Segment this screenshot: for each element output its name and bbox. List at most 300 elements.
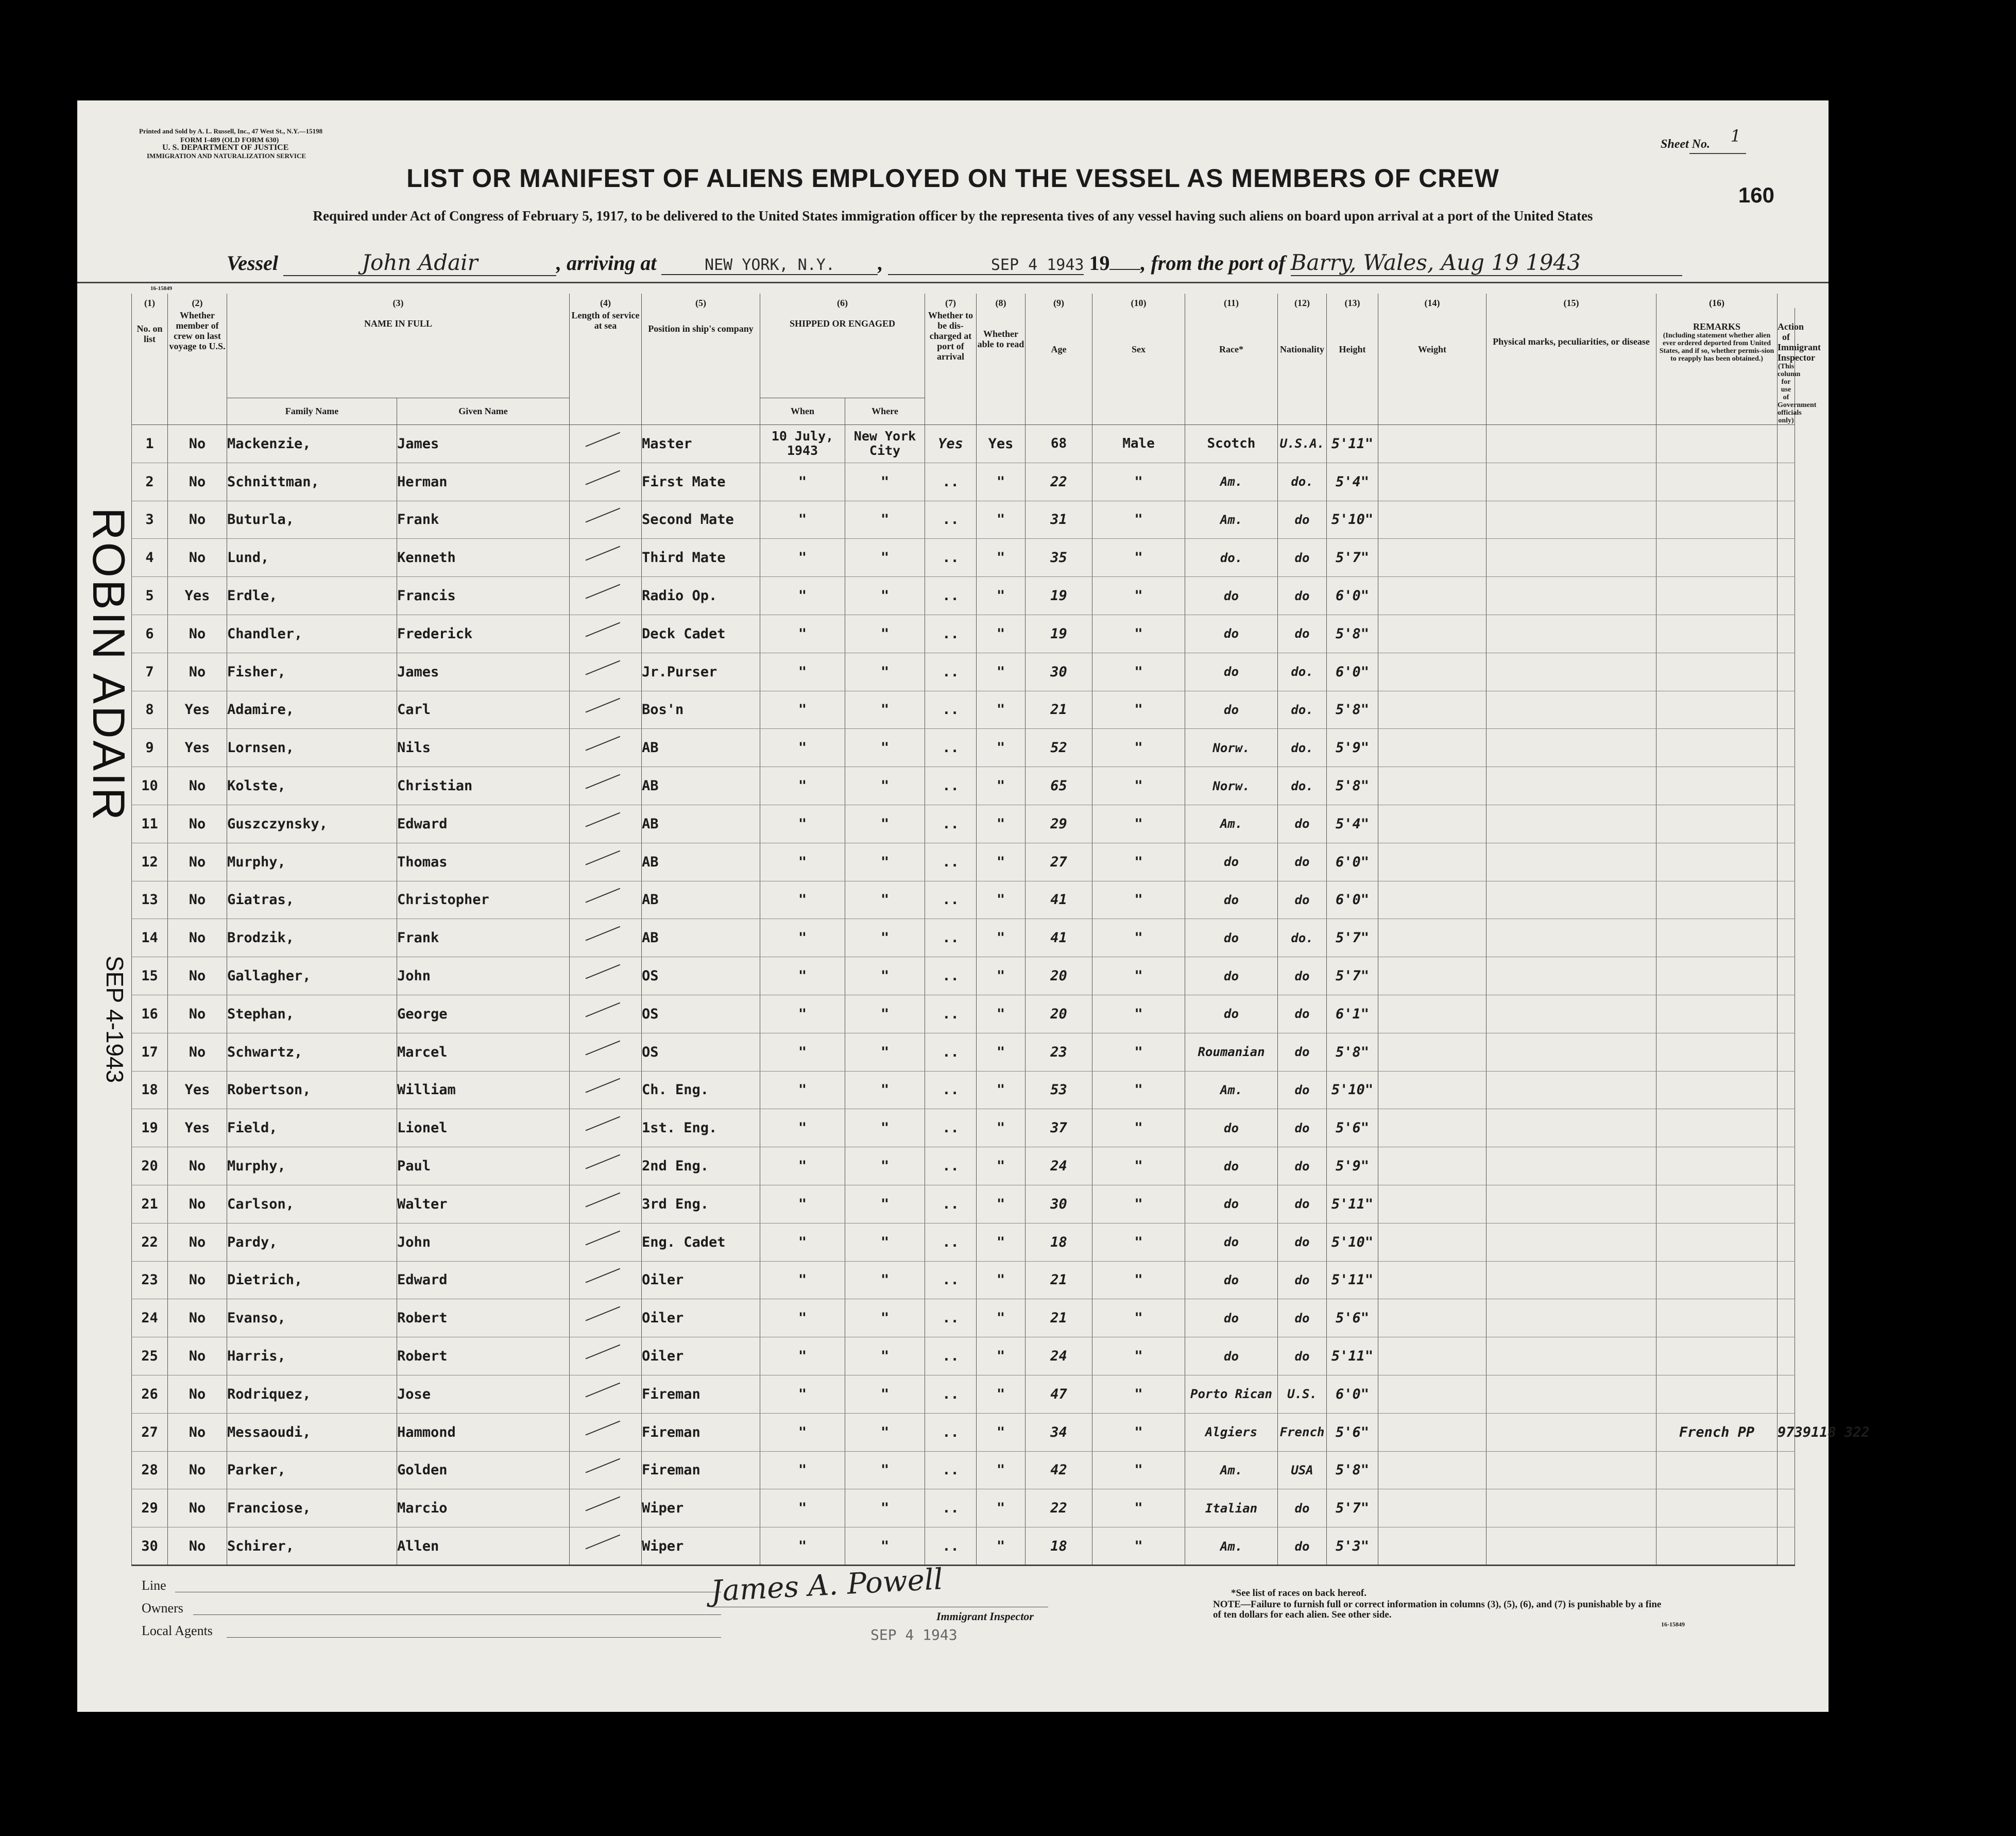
race-value: do <box>1185 1223 1278 1261</box>
shipped-where: " <box>845 463 925 501</box>
able-to-read-value: " <box>977 691 1026 729</box>
table-row <box>132 539 1795 577</box>
physical-marks-value <box>1487 1071 1656 1109</box>
family-name: Pardy, <box>227 1223 397 1261</box>
age-value: 31 <box>1026 501 1092 539</box>
nationality-value: do <box>1278 1299 1327 1337</box>
physical-marks-value <box>1487 463 1656 501</box>
weight-value <box>1378 767 1487 805</box>
able-to-read-value: " <box>977 1299 1026 1337</box>
race-value: Porto Rican <box>1185 1375 1278 1413</box>
tick-mark-icon <box>585 622 626 652</box>
remarks-value <box>1656 881 1778 919</box>
weight-value <box>1378 1071 1487 1109</box>
family-name: Carlson, <box>227 1185 397 1223</box>
height-value: 5'10" <box>1327 1223 1378 1261</box>
table-row <box>132 1527 1795 1566</box>
race-value: do <box>1185 691 1278 729</box>
vessel-row: Vessel John Adair , arriving at NEW YORK, N.Y. , SEP 4 1943 19 , from the port of Barry, Wales, Aug 19 1943 <box>227 250 1682 276</box>
remarks-value <box>1656 463 1778 501</box>
discharged-value: .. <box>925 691 977 729</box>
nationality-value: do. <box>1278 729 1327 767</box>
crew-member-value: No <box>168 881 227 919</box>
height-value: 5'8" <box>1327 1033 1378 1071</box>
col-num-1: (1) <box>132 294 168 308</box>
shipped-when: " <box>760 539 845 577</box>
weight-value <box>1378 729 1487 767</box>
remarks-value <box>1656 1337 1778 1375</box>
length-of-service-mark <box>570 1489 642 1527</box>
action-value <box>1778 1299 1795 1337</box>
position-value: Third Mate <box>642 539 760 577</box>
physical-marks-value <box>1487 1033 1656 1071</box>
shipped-when: " <box>760 1261 845 1299</box>
shipped-when: " <box>760 1413 845 1451</box>
length-of-service-mark <box>570 539 642 577</box>
sex-value: " <box>1092 463 1185 501</box>
action-value <box>1778 919 1795 957</box>
remarks-value <box>1656 1185 1778 1223</box>
weight-value <box>1378 615 1487 653</box>
remarks-value <box>1656 425 1778 463</box>
length-of-service-mark <box>570 767 642 805</box>
col-header-when: When <box>760 398 845 424</box>
given-name: James <box>397 425 570 463</box>
nationality-value: do. <box>1278 767 1327 805</box>
length-of-service-mark <box>570 501 642 539</box>
physical-marks-value <box>1487 995 1656 1033</box>
height-value: 5'8" <box>1327 767 1378 805</box>
weight-value <box>1378 1109 1487 1147</box>
height-value: 5'6" <box>1327 1109 1378 1147</box>
owners-label: Owners <box>142 1601 183 1616</box>
physical-marks-value <box>1487 767 1656 805</box>
race-value: Norw. <box>1185 729 1278 767</box>
weight-value <box>1378 1033 1487 1071</box>
given-name: John <box>397 1223 570 1261</box>
sex-value: " <box>1092 1223 1185 1261</box>
col-num-4: (4) <box>570 294 642 308</box>
sex-value: " <box>1092 1071 1185 1109</box>
tick-mark-icon <box>585 1382 626 1412</box>
sex-value: " <box>1092 1299 1185 1337</box>
tick-mark-icon <box>585 432 626 462</box>
from-port: Barry, Wales, Aug 19 1943 <box>1291 250 1682 276</box>
shipped-where: " <box>845 1299 925 1337</box>
shipped-when: " <box>760 1223 845 1261</box>
height-value: 5'3" <box>1327 1527 1378 1566</box>
col-header-family-name: Family Name <box>227 398 397 424</box>
given-name: Paul <box>397 1147 570 1185</box>
col-num-16: (16) <box>1656 294 1778 308</box>
able-to-read-value: " <box>977 1451 1026 1489</box>
shipped-where: " <box>845 1033 925 1071</box>
table-row <box>132 843 1795 881</box>
sex-value: " <box>1092 995 1185 1033</box>
able-to-read-value: " <box>977 1109 1026 1147</box>
given-name: Nils <box>397 729 570 767</box>
action-value <box>1778 729 1795 767</box>
row-number: 15 <box>132 957 168 995</box>
given-name: Christopher <box>397 881 570 919</box>
shipped-when: " <box>760 501 845 539</box>
shipped-where: " <box>845 1147 925 1185</box>
table-row <box>132 1071 1795 1109</box>
given-name: Hammond <box>397 1413 570 1451</box>
crew-member-value: No <box>168 653 227 691</box>
table-row <box>132 1261 1795 1299</box>
local-agents-field <box>227 1637 721 1638</box>
race-value: do <box>1185 653 1278 691</box>
col-header-shipped: SHIPPED OR ENGAGED <box>760 308 925 398</box>
table-row <box>132 463 1795 501</box>
crew-member-value: No <box>168 1223 227 1261</box>
family-name: Dietrich, <box>227 1261 397 1299</box>
able-to-read-value: " <box>977 501 1026 539</box>
sheet-number-line <box>1689 153 1746 154</box>
shipped-where: " <box>845 1337 925 1375</box>
col-header-remarks <box>1656 308 1778 425</box>
physical-marks-value <box>1487 1375 1656 1413</box>
table-row <box>132 1375 1795 1413</box>
length-of-service-mark <box>570 995 642 1033</box>
header-rule <box>77 282 1829 283</box>
sex-value: " <box>1092 577 1185 615</box>
age-value: 52 <box>1026 729 1092 767</box>
discharged-value: .. <box>925 1185 977 1223</box>
shipped-when: " <box>760 1147 845 1185</box>
weight-value <box>1378 501 1487 539</box>
remarks-note: (Including statement whether alien ever ordered deported from United States, and if so, whether permis-sion to reapply has been obtained.) <box>1659 332 1774 363</box>
race-value: Am. <box>1185 1071 1278 1109</box>
family-name: Lund, <box>227 539 397 577</box>
crew-member-value: No <box>168 1261 227 1299</box>
crew-manifest-table <box>131 294 1870 1566</box>
given-name: William <box>397 1071 570 1109</box>
height-value: 5'9" <box>1327 729 1378 767</box>
row-number: 10 <box>132 767 168 805</box>
remarks-value <box>1656 577 1778 615</box>
col-header-age: Age <box>1026 308 1092 425</box>
row-number: 4 <box>132 539 168 577</box>
race-value: do <box>1185 577 1278 615</box>
family-name: Lornsen, <box>227 729 397 767</box>
action-value <box>1778 1337 1795 1375</box>
weight-value <box>1378 1147 1487 1185</box>
able-to-read-value: " <box>977 1527 1026 1566</box>
length-of-service-mark <box>570 577 642 615</box>
discharged-value: .. <box>925 1147 977 1185</box>
sex-value: " <box>1092 1109 1185 1147</box>
physical-marks-value <box>1487 919 1656 957</box>
weight-value <box>1378 425 1487 463</box>
tick-mark-icon <box>585 698 626 727</box>
race-note: *See list of races on back hereof. <box>1231 1588 1366 1599</box>
row-number: 22 <box>132 1223 168 1261</box>
table-row <box>132 425 1795 463</box>
physical-marks-value <box>1487 805 1656 843</box>
row-number: 20 <box>132 1147 168 1185</box>
nationality-value: do <box>1278 1223 1327 1261</box>
crew-member-value: No <box>168 615 227 653</box>
physical-marks-value <box>1487 653 1656 691</box>
sex-value: " <box>1092 1337 1185 1375</box>
row-number: 9 <box>132 729 168 767</box>
sheet-label: Sheet No. <box>1661 138 1710 151</box>
shipped-when: " <box>760 691 845 729</box>
sex-value: " <box>1092 691 1185 729</box>
length-of-service-mark <box>570 1071 642 1109</box>
family-name: Schnittman, <box>227 463 397 501</box>
able-to-read-value: " <box>977 1071 1026 1109</box>
height-value: 6'0" <box>1327 881 1378 919</box>
tick-mark-icon <box>585 812 626 842</box>
nationality-value: do <box>1278 1033 1327 1071</box>
tick-mark-icon <box>585 1497 626 1526</box>
vessel-name: John Adair <box>283 250 556 276</box>
able-to-read-value: " <box>977 577 1026 615</box>
nationality-value: do <box>1278 1071 1327 1109</box>
nationality-value: do. <box>1278 463 1327 501</box>
action-value <box>1778 1451 1795 1489</box>
height-value: 5'8" <box>1327 1451 1378 1489</box>
able-to-read-value: " <box>977 881 1026 919</box>
row-number: 26 <box>132 1375 168 1413</box>
crew-member-value: No <box>168 1147 227 1185</box>
crew-member-value: No <box>168 1337 227 1375</box>
age-value: 20 <box>1026 957 1092 995</box>
height-value: 5'10" <box>1327 501 1378 539</box>
tick-mark-icon <box>585 1154 626 1184</box>
action-value <box>1778 653 1795 691</box>
shipped-where: " <box>845 767 925 805</box>
shipped-where: " <box>845 881 925 919</box>
nationality-value: do <box>1278 1147 1327 1185</box>
action-value <box>1778 1109 1795 1147</box>
weight-value <box>1378 1375 1487 1413</box>
shipped-when: " <box>760 577 845 615</box>
weight-value <box>1378 1489 1487 1527</box>
weight-value <box>1378 1527 1487 1566</box>
physical-marks-value <box>1487 425 1656 463</box>
discharged-value: .. <box>925 1261 977 1299</box>
row-number: 28 <box>132 1451 168 1489</box>
crew-member-value: No <box>168 1489 227 1527</box>
weight-value <box>1378 653 1487 691</box>
race-value: Am. <box>1185 463 1278 501</box>
weight-value <box>1378 957 1487 995</box>
length-of-service-mark <box>570 1261 642 1299</box>
discharged-value: .. <box>925 1337 977 1375</box>
shipped-when: " <box>760 1109 845 1147</box>
family-name: Harris, <box>227 1337 397 1375</box>
race-value: Scotch <box>1185 425 1278 463</box>
position-value: 1st. Eng. <box>642 1109 760 1147</box>
age-value: 19 <box>1026 615 1092 653</box>
weight-value <box>1378 995 1487 1033</box>
position-value: Oiler <box>642 1261 760 1299</box>
family-name: Brodzik, <box>227 919 397 957</box>
height-value: 5'4" <box>1327 463 1378 501</box>
vessel-label: Vessel <box>227 251 278 275</box>
age-value: 29 <box>1026 805 1092 843</box>
nationality-value: do <box>1278 615 1327 653</box>
action-value <box>1778 1375 1795 1413</box>
age-value: 41 <box>1026 881 1092 919</box>
discharged-value: .. <box>925 1451 977 1489</box>
physical-marks-value <box>1487 1147 1656 1185</box>
able-to-read-value: " <box>977 1337 1026 1375</box>
crew-member-value: Yes <box>168 577 227 615</box>
tick-mark-icon <box>585 1458 626 1488</box>
action-value <box>1778 1223 1795 1261</box>
age-value: 20 <box>1026 995 1092 1033</box>
able-to-read-value: " <box>977 463 1026 501</box>
action-value <box>1778 1147 1795 1185</box>
position-value: AB <box>642 881 760 919</box>
given-name: Lionel <box>397 1109 570 1147</box>
given-name: Robert <box>397 1299 570 1337</box>
row-number: 19 <box>132 1109 168 1147</box>
table-row <box>132 729 1795 767</box>
shipped-when: " <box>760 1451 845 1489</box>
crew-member-value: Yes <box>168 1109 227 1147</box>
date-margin-stamp: SEP 4-1943 <box>101 956 128 1083</box>
sex-value: Male <box>1092 425 1185 463</box>
length-of-service-mark <box>570 653 642 691</box>
row-number: 1 <box>132 425 168 463</box>
position-value: AB <box>642 843 760 881</box>
race-value: Roumanian <box>1185 1033 1278 1071</box>
discharged-value: .. <box>925 1375 977 1413</box>
col-header-position: Position in ship's company <box>642 308 760 425</box>
nationality-value: do <box>1278 577 1327 615</box>
shipped-when: " <box>760 805 845 843</box>
table-row <box>132 1223 1795 1261</box>
able-to-read-value: " <box>977 729 1026 767</box>
crew-member-value: No <box>168 805 227 843</box>
length-of-service-mark <box>570 1527 642 1566</box>
able-to-read-value: " <box>977 615 1026 653</box>
discharged-value: .. <box>925 653 977 691</box>
physical-marks-value <box>1487 1451 1656 1489</box>
row-number: 24 <box>132 1299 168 1337</box>
able-to-read-value: " <box>977 805 1026 843</box>
row-number: 17 <box>132 1033 168 1071</box>
family-name: Rodriquez, <box>227 1375 397 1413</box>
race-value: Am. <box>1185 805 1278 843</box>
family-name: Giatras, <box>227 881 397 919</box>
sex-value: " <box>1092 1375 1185 1413</box>
tick-mark-icon <box>585 1040 626 1069</box>
shipped-when: " <box>760 653 845 691</box>
row-number: 14 <box>132 919 168 957</box>
discharged-value: .. <box>925 1033 977 1071</box>
action-title: Action of Immigrant Inspector <box>1778 321 1821 363</box>
sex-value: " <box>1092 1185 1185 1223</box>
shipped-where: " <box>845 1451 925 1489</box>
col-num-6: (6) <box>760 294 925 308</box>
physical-marks-value <box>1487 843 1656 881</box>
given-name: Allen <box>397 1527 570 1566</box>
col-header-sex: Sex <box>1092 308 1185 425</box>
discharged-value: .. <box>925 1299 977 1337</box>
row-number: 18 <box>132 1071 168 1109</box>
remarks-value <box>1656 1147 1778 1185</box>
age-value: 65 <box>1026 767 1092 805</box>
owners-field <box>193 1614 721 1615</box>
nationality-value: USA <box>1278 1451 1327 1489</box>
shipped-when: " <box>760 919 845 957</box>
physical-marks-value <box>1487 615 1656 653</box>
nationality-value: do. <box>1278 691 1327 729</box>
age-value: 35 <box>1026 539 1092 577</box>
sex-value: " <box>1092 539 1185 577</box>
nationality-value: do <box>1278 1489 1327 1527</box>
shipped-when: " <box>760 1185 845 1223</box>
remarks-value <box>1656 1223 1778 1261</box>
col-header-weight: Weight <box>1378 308 1487 425</box>
family-name: Robertson, <box>227 1071 397 1109</box>
race-value: do <box>1185 1337 1278 1375</box>
nationality-value: do <box>1278 1337 1327 1375</box>
sex-value: " <box>1092 1261 1185 1299</box>
row-number: 3 <box>132 501 168 539</box>
height-value: 6'0" <box>1327 1375 1378 1413</box>
table-row <box>132 1033 1795 1071</box>
length-of-service-mark <box>570 957 642 995</box>
family-name: Gallagher, <box>227 957 397 995</box>
crew-member-value: No <box>168 1451 227 1489</box>
height-value: 5'10" <box>1327 1071 1378 1109</box>
able-to-read-value: " <box>977 653 1026 691</box>
crew-member-value: No <box>168 463 227 501</box>
height-value: 5'8" <box>1327 691 1378 729</box>
col-num-9: (9) <box>1026 294 1092 308</box>
shipped-when: " <box>760 463 845 501</box>
length-of-service-mark <box>570 1413 642 1451</box>
able-to-read-value: " <box>977 843 1026 881</box>
position-value: OS <box>642 995 760 1033</box>
shipped-where: " <box>845 1527 925 1566</box>
physical-marks-value <box>1487 577 1656 615</box>
crew-member-value: No <box>168 1185 227 1223</box>
position-value: OS <box>642 957 760 995</box>
crew-member-value: No <box>168 919 227 957</box>
position-value: Fireman <box>642 1375 760 1413</box>
height-value: 5'7" <box>1327 957 1378 995</box>
tick-mark-icon <box>585 1345 626 1374</box>
col-num-11: (11) <box>1185 294 1278 308</box>
action-value <box>1778 1185 1795 1223</box>
discharged-value: .. <box>925 577 977 615</box>
action-value <box>1778 1489 1795 1527</box>
position-value: Wiper <box>642 1489 760 1527</box>
col-num-15: (15) <box>1487 294 1656 308</box>
physical-marks-value <box>1487 729 1656 767</box>
tick-mark-icon <box>585 888 626 917</box>
remarks-value <box>1656 1489 1778 1527</box>
position-value: AB <box>642 729 760 767</box>
row-number: 12 <box>132 843 168 881</box>
physical-marks-value <box>1487 1337 1656 1375</box>
col-num-12: (12) <box>1278 294 1327 308</box>
height-value: 6'0" <box>1327 653 1378 691</box>
nationality-value: do <box>1278 881 1327 919</box>
sex-value: " <box>1092 1033 1185 1071</box>
remarks-value: French PP <box>1656 1413 1778 1451</box>
action-value <box>1778 425 1795 463</box>
